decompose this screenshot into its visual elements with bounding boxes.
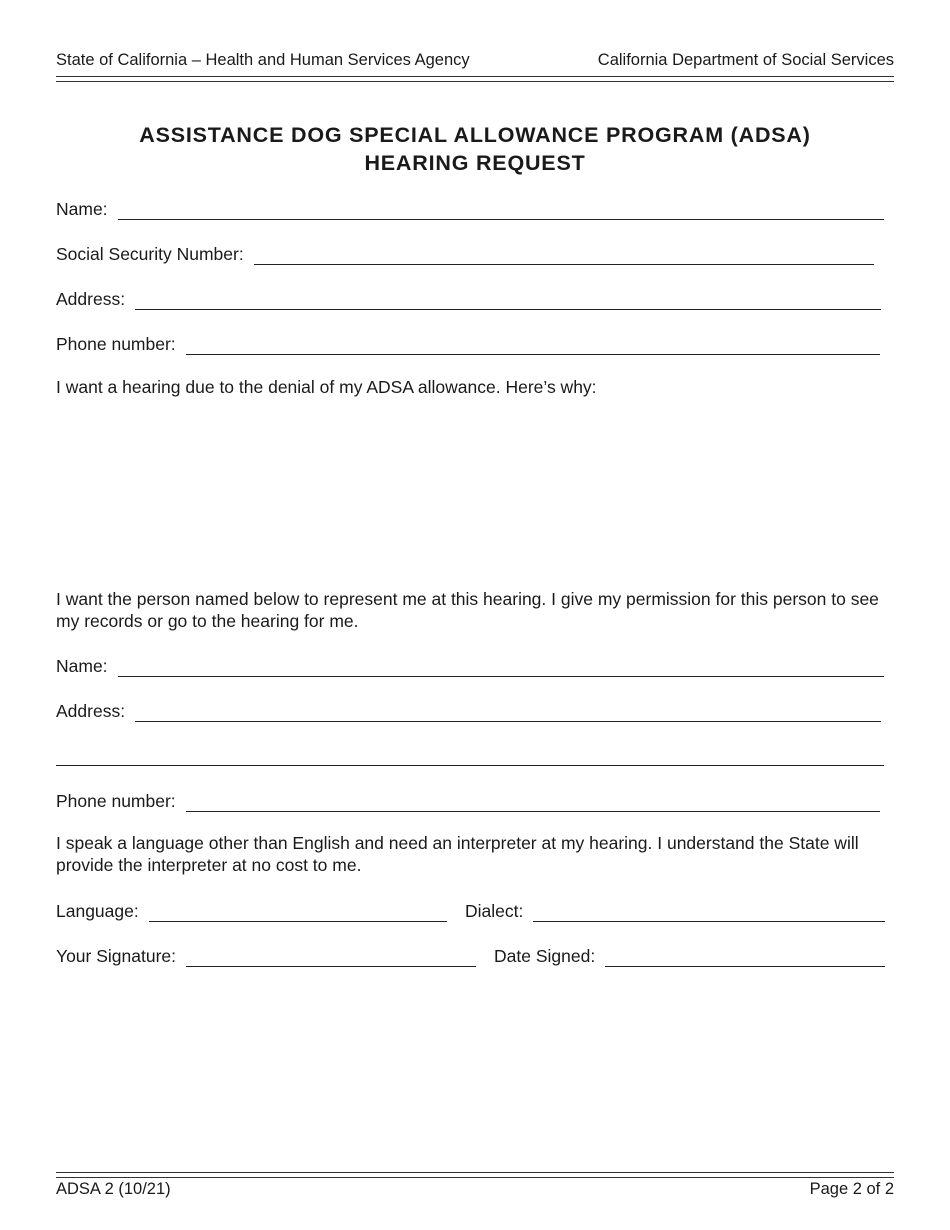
representative-phone-field <box>56 788 880 812</box>
representative-phone-input[interactable] <box>186 791 880 812</box>
applicant-name-input[interactable] <box>118 199 884 220</box>
signature-field <box>56 943 476 967</box>
date-signed-label: Date Signed: <box>494 946 596 966</box>
representative-address-line-2[interactable] <box>56 745 884 766</box>
date-signed-field <box>494 943 885 967</box>
representative-address-field <box>56 698 881 722</box>
language-label: Language: <box>56 901 139 921</box>
hearing-reason-prompt: I want a hearing due to the denial of my ADSA allowance. Here’s why: <box>56 377 597 397</box>
applicant-phone-input[interactable] <box>186 334 880 355</box>
representative-address-input[interactable] <box>135 701 881 722</box>
footer-divider <box>56 1172 894 1178</box>
dialect-label: Dialect: <box>465 901 524 921</box>
signature-label: Your Signature: <box>56 946 176 966</box>
language-field <box>56 898 447 922</box>
agency-name: State of California – Health and Human Services Agency <box>56 51 470 69</box>
department-name: California Department of Social Services <box>597 51 894 69</box>
applicant-phone-field <box>56 331 880 355</box>
representative-address-label: Address: <box>56 701 126 721</box>
applicant-ssn-label: Social Security Number: <box>56 244 244 264</box>
applicant-address-input[interactable] <box>135 289 881 310</box>
applicant-ssn-input[interactable] <box>254 244 874 265</box>
representative-name-label: Name: <box>56 656 108 676</box>
applicant-phone-label: Phone number: <box>56 334 176 354</box>
page-header <box>56 51 894 70</box>
representative-name-field <box>56 653 884 677</box>
applicant-name-field <box>56 196 884 220</box>
representative-name-input[interactable] <box>118 656 884 677</box>
dialect-field <box>465 898 885 922</box>
page-number: Page 2 of 2 <box>809 1180 894 1198</box>
form-title-line-1: ASSISTANCE DOG SPECIAL ALLOWANCE PROGRAM (ADSA) <box>139 123 811 147</box>
applicant-address-field <box>56 286 881 310</box>
page-footer <box>56 1180 894 1199</box>
representative-intro: I want the person named below to represent me at this hearing. I give my permission for this person to see my records or go to the hearing for me. <box>56 589 879 631</box>
applicant-name-label: Name: <box>56 199 108 219</box>
form-title <box>0 121 950 177</box>
form-title-line-2: HEARING REQUEST <box>364 151 586 175</box>
applicant-ssn-field <box>56 241 874 265</box>
form-id: ADSA 2 (10/21) <box>56 1180 171 1198</box>
hearing-reason-area[interactable] <box>56 404 894 576</box>
header-divider <box>56 76 894 82</box>
representative-phone-label: Phone number: <box>56 791 176 811</box>
date-signed-input[interactable] <box>605 946 885 967</box>
signature-input[interactable] <box>186 946 476 967</box>
applicant-address-label: Address: <box>56 289 126 309</box>
dialect-input[interactable] <box>533 901 885 922</box>
language-input[interactable] <box>149 901 447 922</box>
interpreter-intro: I speak a language other than English and need an interpreter at my hearing. I understand the State will provide the interpreter at no cost to me. <box>56 833 859 875</box>
